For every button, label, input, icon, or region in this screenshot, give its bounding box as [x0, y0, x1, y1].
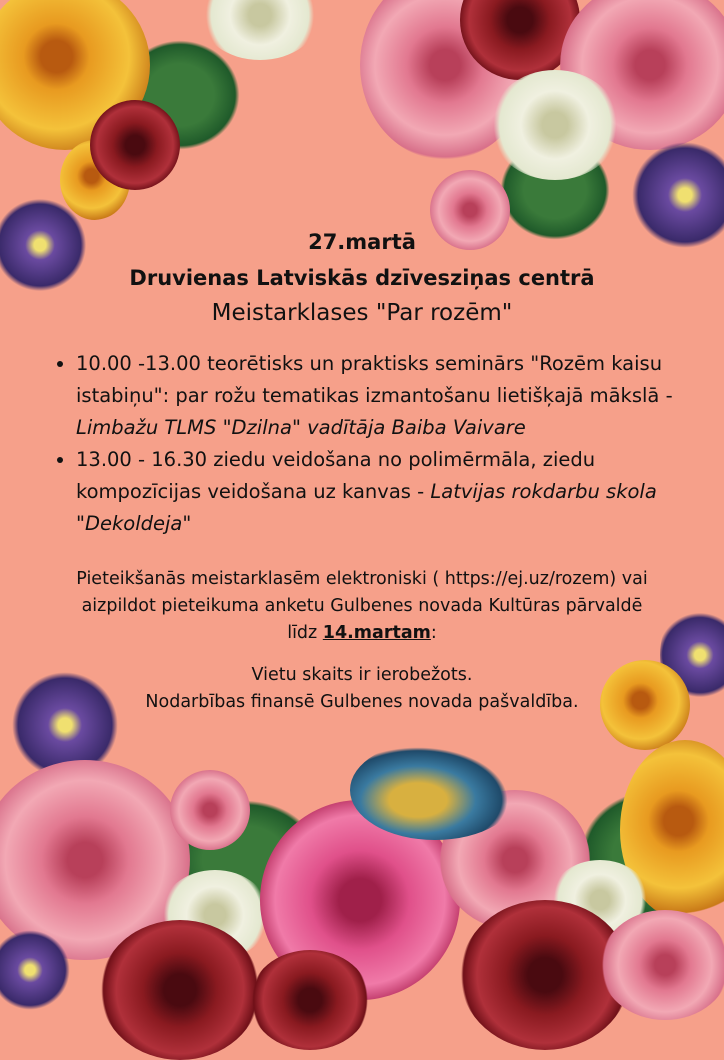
notes	[0, 662, 724, 716]
note-funding: Nodarbības finansē Gulbenes novada pašvaldība.	[145, 692, 579, 712]
schedule-presenter: Limbažu TLMS "Dzilna" vadītāja Baiba Vaivare	[76, 416, 526, 439]
registration-line: Pieteikšanās meistarklasēm elektroniski ( https://ej.uz/rozem) vai	[76, 569, 648, 589]
registration-deadline	[0, 620, 724, 647]
schedule-presenter: Latvijas rokdarbu skola "Dekoldeja"	[76, 480, 657, 535]
schedule-text: 10.00 -13.00 teorētisks un praktisks seminārs "Rozēm kaisu istabiņu": par rožu tematikas izmantošanu lietišķajā mākslā -	[76, 352, 673, 407]
schedule-list	[52, 348, 724, 540]
note-limited-seats: Vietu skaits ir ierobežots.	[251, 665, 473, 685]
event-venue: Druvienas Latviskās dzīvesziņas centrā	[129, 266, 595, 290]
registration-line: aizpildot pieteikuma anketu Gulbenes novada Kultūras pārvaldē	[81, 596, 643, 616]
deadline-suffix: :	[430, 623, 437, 643]
bird-illustration	[350, 740, 520, 840]
deadline-date: 14.martam	[322, 623, 431, 643]
schedule-item	[76, 348, 724, 444]
registration-info	[0, 566, 724, 647]
event-date: 27.martā	[308, 230, 416, 254]
event-subtitle: Meistarklases "Par rozēm"	[211, 300, 513, 326]
deadline-prefix: līdz	[287, 623, 323, 643]
schedule-item	[76, 444, 724, 540]
schedule-text: 13.00 - 16.30 ziedu veidošana no polimērmāla, ziedu kompozīcijas veidošana uz kanvas -	[76, 448, 596, 503]
